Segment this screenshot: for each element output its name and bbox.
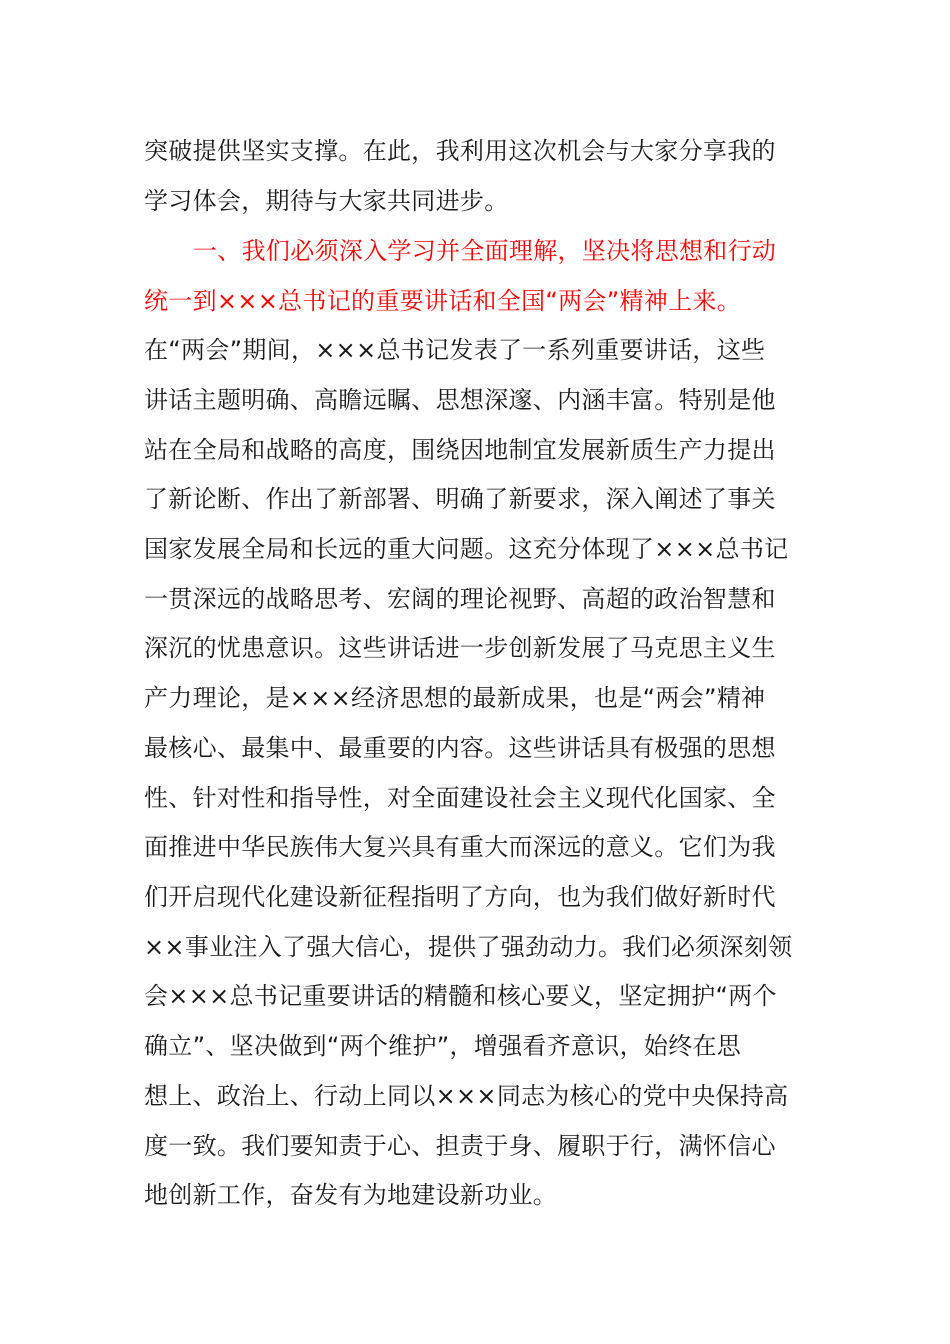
paragraph-line: 学习体会，期待与大家共同进步。	[144, 187, 509, 215]
section-heading: 一、我们必须深入学习并全面理解，坚决将思想和行动	[193, 237, 777, 265]
paragraph-line: 会×××总书记重要讲话的精髓和核心要义，坚定拥护“两个	[144, 982, 777, 1010]
paragraph-line: 性、针对性和指导性，对全面建设社会主义现代化国家、全	[144, 784, 776, 812]
paragraph-line: 讲话主题明确、高瞻远瞩、思想深邃、内涵丰富。特别是他	[144, 386, 776, 414]
paragraph-line: 突破提供坚实支撑。在此，我利用这次机会与大家分享我的	[144, 137, 776, 165]
paragraph-line: 了新论断、作出了新部署、明确了新要求，深入阐述了事关	[144, 485, 776, 513]
paragraph-line: 面推进中华民族伟大复兴具有重大而深远的意义。它们为我	[144, 833, 776, 861]
paragraph-line: 深沉的忧患意识。这些讲话进一步创新发展了马克思主义生	[144, 634, 776, 662]
paragraph-line: 站在全局和战略的高度，围绕因地制宜发展新质生产力提出	[144, 436, 776, 464]
paragraph-line: 想上、政治上、行动上同以×××同志为核心的党中央保持高	[144, 1082, 789, 1110]
paragraph-line: 地创新工作，奋发有为地建设新功业。	[144, 1181, 558, 1209]
paragraph-line: 国家发展全局和长远的重大问题。这充分体现了×××总书记	[144, 535, 789, 563]
paragraph-line: 产力理论，是×××经济思想的最新成果，也是“两会”精神	[144, 684, 766, 712]
paragraph-line: 在“两会”期间，×××总书记发表了一系列重要讲话，这些	[144, 336, 766, 364]
paragraph-line: 度一致。我们要知责于心、担责于身、履职于行，满怀信心	[144, 1132, 776, 1160]
paragraph-line: 们开启现代化建设新征程指明了方向，也为我们做好新时代	[144, 883, 776, 911]
paragraph-line: 一贯深远的战略思考、宏阔的理论视野、高超的政治智慧和	[144, 585, 776, 613]
section-heading: 统一到×××总书记的重要讲话和全国“两会”精神上来。	[144, 287, 741, 315]
paragraph-line: 确立”、坚决做到“两个维护”，增强看齐意识，始终在思	[144, 1032, 742, 1060]
paragraph-line: 最核心、最集中、最重要的内容。这些讲话具有极强的思想	[144, 734, 776, 762]
paragraph-line: ××事业注入了强大信心，提供了强劲动力。我们必须深刻领	[144, 933, 793, 961]
